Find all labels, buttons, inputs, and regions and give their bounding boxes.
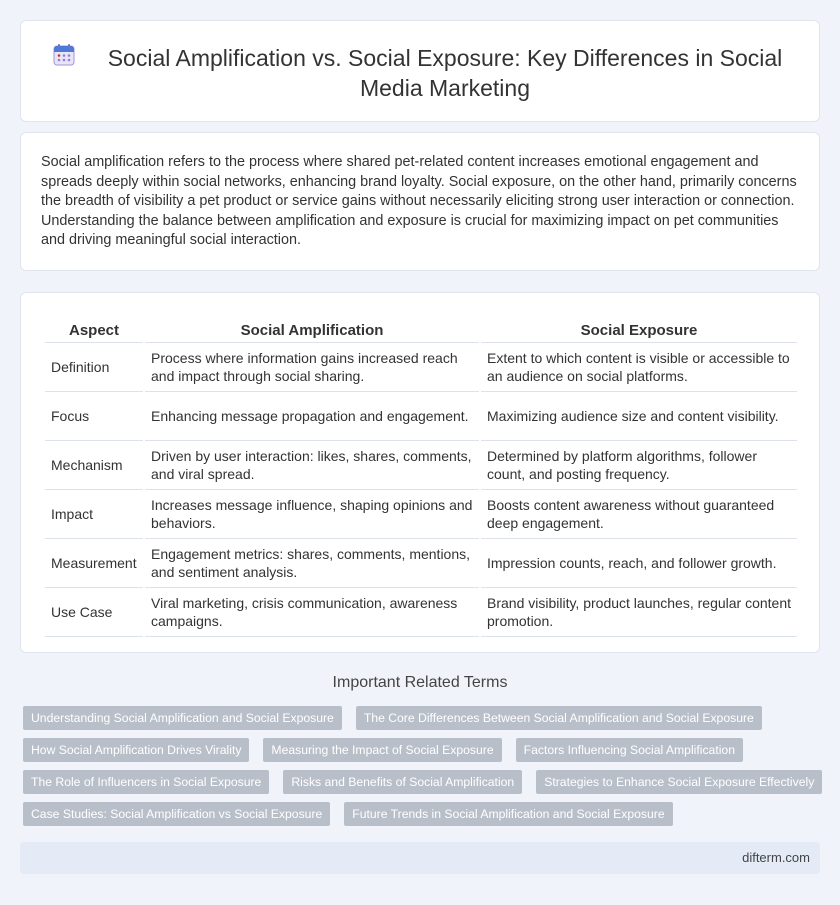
table-header-row xyxy=(45,313,797,343)
aspect-cell: Focus xyxy=(45,392,143,441)
header-aspect: Aspect xyxy=(45,313,143,343)
related-term-link[interactable]: Factors Influencing Social Amplification xyxy=(516,738,743,762)
related-term-link[interactable]: The Role of Influencers in Social Exposure xyxy=(23,770,269,794)
intro-paragraph: Social amplification refers to the process where shared pet-related content increases emotional engagement and spreads deeply within social networks, enhancing brand loyalty. Social exposure, on the other hand, primarily concerns the breadth of visibility a pet product or service gains without necessarily eliciting strong user interaction or connection. Understanding the balance between amplification and exposure is crucial for maximizing impact on pet communities and driving meaningful social interaction. xyxy=(41,154,797,248)
page-title: Social Amplification vs. Social Exposure: Key Differences in Social Media Marketing xyxy=(107,45,783,101)
related-term-link[interactable]: Future Trends in Social Amplification and Social Exposure xyxy=(344,802,672,826)
related-term-link[interactable]: Measuring the Impact of Social Exposure xyxy=(263,738,501,762)
related-term-link[interactable]: The Core Differences Between Social Amplification and Social Exposure xyxy=(356,706,762,730)
aspect-cell: Measurement xyxy=(45,539,143,588)
related-term-link[interactable]: Risks and Benefits of Social Amplification xyxy=(283,770,522,794)
exposure-cell: Determined by platform algorithms, follower count, and posting frequency. xyxy=(481,441,797,490)
tag-row xyxy=(23,770,823,794)
related-term-link[interactable]: Case Studies: Social Amplification vs Social Exposure xyxy=(23,802,330,826)
exposure-cell: Brand visibility, product launches, regular content promotion. xyxy=(481,588,797,637)
amplification-cell: Viral marketing, crisis communication, awareness campaigns. xyxy=(145,588,479,637)
footer-site-link[interactable]: difterm.com xyxy=(742,850,810,865)
amplification-cell: Engagement metrics: shares, comments, mentions, and sentiment analysis. xyxy=(145,539,479,588)
amplification-cell: Enhancing message propagation and engagement. xyxy=(145,392,479,441)
amplification-cell: Process where information gains increased reach and impact through social sharing. xyxy=(145,343,479,392)
aspect-cell: Definition xyxy=(45,343,143,392)
exposure-cell: Impression counts, reach, and follower growth. xyxy=(481,539,797,588)
table-row xyxy=(45,588,797,637)
comparison-table xyxy=(43,313,799,637)
related-terms-list xyxy=(23,706,823,834)
related-terms-title: Important Related Terms xyxy=(332,674,508,691)
comparison-card xyxy=(20,292,820,653)
aspect-cell: Use Case xyxy=(45,588,143,637)
table-row xyxy=(45,392,797,441)
exposure-cell: Boosts content awareness without guaranteed deep engagement. xyxy=(481,490,797,539)
table-row xyxy=(45,490,797,539)
title-wrap xyxy=(51,43,799,103)
table-row xyxy=(45,441,797,490)
amplification-cell: Increases message influence, shaping opinions and behaviors. xyxy=(145,490,479,539)
related-term-link[interactable]: Understanding Social Amplification and Social Exposure xyxy=(23,706,342,730)
header-social-amplification: Social Amplification xyxy=(145,313,479,343)
exposure-cell: Extent to which content is visible or accessible to an audience on social platforms. xyxy=(481,343,797,392)
related-term-link[interactable]: Strategies to Enhance Social Exposure Effectively xyxy=(536,770,822,794)
tag-row xyxy=(23,706,823,730)
table-row xyxy=(45,343,797,392)
calendar-icon xyxy=(51,42,77,68)
related-term-link[interactable]: How Social Amplification Drives Virality xyxy=(23,738,249,762)
tag-row xyxy=(23,738,823,762)
footer xyxy=(20,842,820,874)
header-social-exposure: Social Exposure xyxy=(481,313,797,343)
aspect-cell: Mechanism xyxy=(45,441,143,490)
table-row xyxy=(45,539,797,588)
exposure-cell: Maximizing audience size and content visibility. xyxy=(481,392,797,441)
intro-card xyxy=(20,132,820,271)
tag-row xyxy=(23,802,823,826)
aspect-cell: Impact xyxy=(45,490,143,539)
title-card xyxy=(20,20,820,122)
amplification-cell: Driven by user interaction: likes, shares, comments, and viral spread. xyxy=(145,441,479,490)
